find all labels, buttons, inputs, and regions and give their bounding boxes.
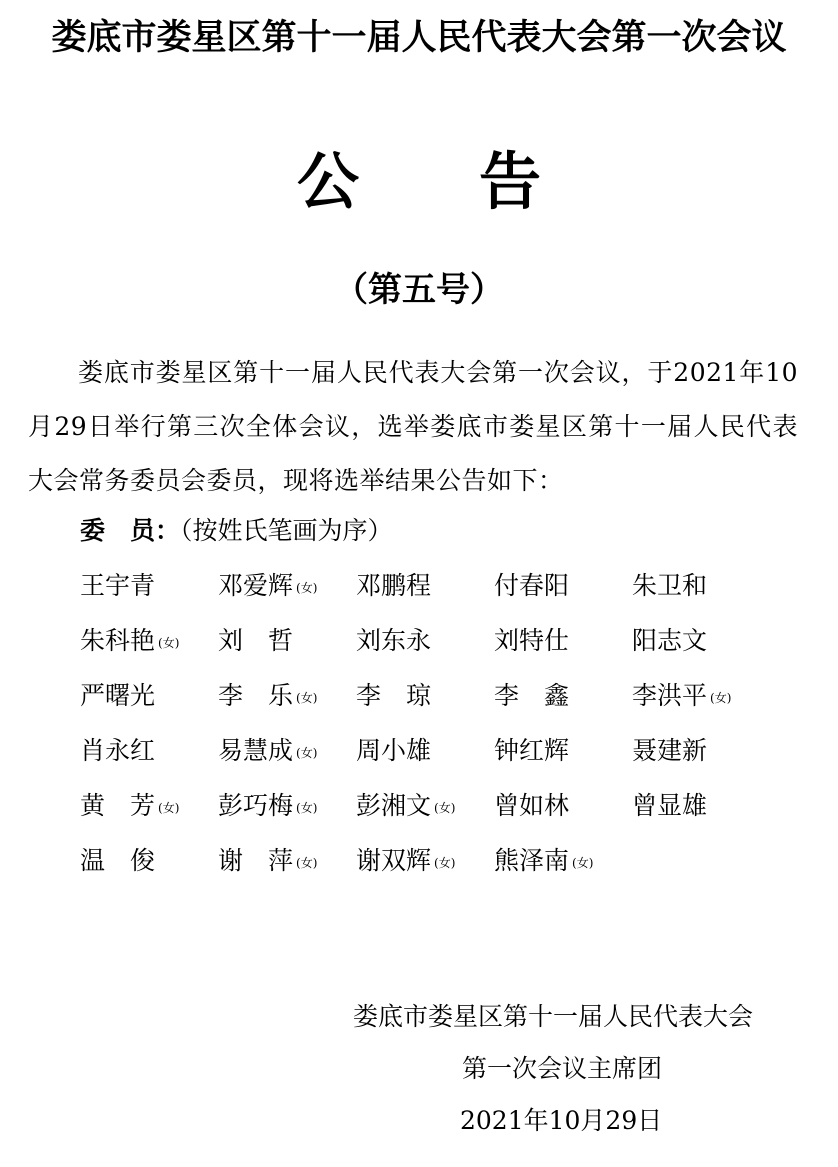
- member-name: 阳志文: [632, 626, 708, 655]
- member-row: [80, 786, 800, 841]
- female-tag: (女): [296, 690, 318, 705]
- member-entry: [80, 731, 155, 771]
- female-tag: (女): [710, 690, 732, 705]
- member-entry: [80, 676, 155, 716]
- members-heading: [80, 511, 393, 551]
- member-name: 易慧成: [218, 736, 294, 765]
- member-name: 付春阳: [494, 571, 570, 600]
- member-name: 温 俊: [80, 846, 156, 875]
- member-entry: [632, 676, 731, 718]
- member-name: 刘特仕: [494, 626, 570, 655]
- member-name: 刘东永: [356, 626, 432, 655]
- signature-date: 2021年10月29日: [460, 1106, 663, 1135]
- member-entry: [494, 566, 569, 606]
- member-name: 严曙光: [80, 681, 156, 710]
- member-entry: [218, 676, 317, 718]
- member-name: 刘 哲: [218, 626, 294, 655]
- member-entry: [80, 621, 179, 663]
- member-name: 朱科艳: [80, 626, 156, 655]
- member-name: 朱卫和: [632, 571, 708, 600]
- member-entry: [218, 731, 317, 773]
- member-entry: [494, 841, 593, 883]
- member-entry: [356, 841, 455, 883]
- member-entry: [218, 566, 317, 608]
- member-name: 李 鑫: [494, 681, 570, 710]
- member-row: [80, 566, 800, 621]
- members-label: 委 员：: [80, 516, 181, 545]
- member-name: 李 琼: [356, 681, 432, 710]
- female-tag: (女): [434, 800, 456, 815]
- member-name: 彭湘文: [356, 791, 432, 820]
- member-entry: [356, 566, 431, 606]
- member-name: 谢双辉: [356, 846, 432, 875]
- member-entry: [356, 676, 431, 716]
- member-entry: [356, 621, 431, 661]
- member-entry: [632, 621, 707, 661]
- body-paragraph: 娄底市娄星区第十一届人民代表大会第一次会议，于2021年10月29日举行第三次全体会议，选举娄底市娄星区第十一届人民代表大会常务委员会委员，现将选举结果公告如下：: [28, 358, 798, 495]
- member-row: [80, 731, 800, 786]
- member-entry: [218, 841, 317, 883]
- member-name: 李洪平: [632, 681, 708, 710]
- female-tag: (女): [296, 580, 318, 595]
- member-entry: [632, 786, 707, 826]
- female-tag: (女): [572, 855, 594, 870]
- announcement-title: 公告: [296, 145, 661, 218]
- signature-organization: 娄底市娄星区第十一届人民代表大会: [353, 1002, 754, 1031]
- member-name: 聂建新: [632, 736, 708, 765]
- session-heading: 娄底市娄星区第十一届人民代表大会第一次会议: [51, 17, 787, 58]
- member-entry: [494, 731, 569, 771]
- member-name: 谢 萍: [218, 846, 294, 875]
- member-entry: [356, 731, 431, 771]
- member-name: 周小雄: [356, 736, 432, 765]
- member-row: [80, 841, 800, 896]
- female-tag: (女): [434, 855, 456, 870]
- member-entry: [632, 731, 707, 771]
- member-name: 曾显雄: [632, 791, 708, 820]
- member-entry: [80, 841, 155, 881]
- member-row: [80, 621, 800, 676]
- member-name: 钟红辉: [494, 736, 570, 765]
- members-order-note: （按姓氏笔画为序）: [180, 516, 393, 545]
- member-list: [80, 566, 800, 896]
- member-entry: [356, 786, 455, 828]
- member-entry: [494, 676, 569, 716]
- member-name: 彭巧梅: [218, 791, 294, 820]
- member-row: [80, 676, 800, 731]
- female-tag: (女): [158, 800, 180, 815]
- member-name: 李 乐: [218, 681, 294, 710]
- member-entry: [218, 621, 293, 661]
- member-name: 熊泽南: [494, 846, 570, 875]
- announcement-number: （第五号）: [334, 270, 504, 310]
- female-tag: (女): [158, 635, 180, 650]
- member-entry: [80, 786, 179, 828]
- member-entry: [80, 566, 155, 606]
- member-name: 邓鹏程: [356, 571, 432, 600]
- female-tag: (女): [296, 745, 318, 760]
- member-name: 邓爱辉: [218, 571, 294, 600]
- member-entry: [632, 566, 707, 606]
- signature-presidium: 第一次会议主席团: [462, 1054, 663, 1083]
- member-name: 黄 芳: [80, 791, 156, 820]
- member-name: 肖永红: [80, 736, 156, 765]
- female-tag: (女): [296, 855, 318, 870]
- member-name: 王宇青: [80, 571, 156, 600]
- member-name: 曾如林: [494, 791, 570, 820]
- member-entry: [494, 786, 569, 826]
- female-tag: (女): [296, 800, 318, 815]
- member-entry: [218, 786, 317, 828]
- member-entry: [494, 621, 569, 661]
